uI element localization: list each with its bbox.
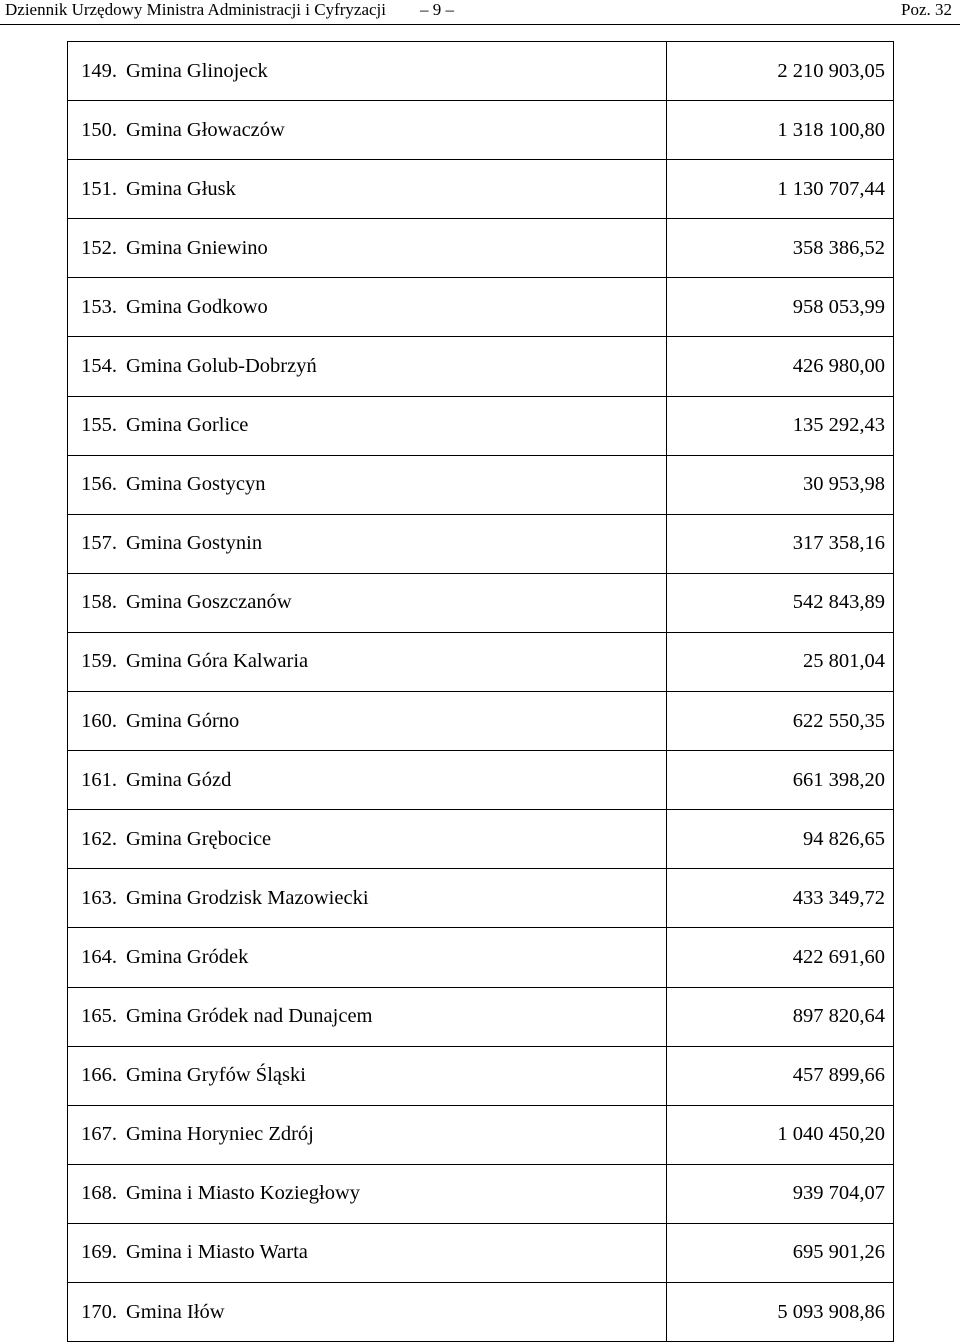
allocation-table (67, 41, 894, 1342)
amount-value: 2 210 903,05 (667, 42, 894, 101)
amount-value: 5 093 908,86 (667, 1282, 894, 1341)
row-number: 155. (68, 396, 118, 455)
table-row (68, 219, 894, 278)
amount-value: 457 899,66 (667, 1046, 894, 1105)
municipality-name: Gmina Gniewino (117, 219, 667, 278)
row-number: 152. (68, 219, 118, 278)
municipality-name: Gmina Glinojeck (117, 42, 667, 101)
amount-value: 695 901,26 (667, 1223, 894, 1282)
table-row (68, 810, 894, 869)
row-number: 164. (68, 928, 118, 987)
table-row (68, 455, 894, 514)
amount-value: 25 801,04 (667, 632, 894, 691)
table-row (68, 1164, 894, 1223)
amount-value: 661 398,20 (667, 751, 894, 810)
amount-value: 939 704,07 (667, 1164, 894, 1223)
municipality-name: Gmina Iłów (117, 1282, 667, 1341)
row-number: 165. (68, 987, 118, 1046)
row-number: 169. (68, 1223, 118, 1282)
row-number: 160. (68, 692, 118, 751)
table-row (68, 1282, 894, 1341)
municipality-name: Gmina Góra Kalwaria (117, 632, 667, 691)
table-body (68, 42, 894, 1342)
row-number: 150. (68, 101, 118, 160)
table-row (68, 396, 894, 455)
amount-value: 358 386,52 (667, 219, 894, 278)
position-number: Poz. 32 (901, 0, 952, 19)
amount-value: 1 040 450,20 (667, 1105, 894, 1164)
row-number: 149. (68, 42, 118, 101)
amount-value: 1 130 707,44 (667, 160, 894, 219)
table-row (68, 514, 894, 573)
table-row (68, 1105, 894, 1164)
amount-value: 958 053,99 (667, 278, 894, 337)
municipality-name: Gmina Gryfów Śląski (117, 1046, 667, 1105)
row-number: 162. (68, 810, 118, 869)
municipality-name: Gmina Gorlice (117, 396, 667, 455)
row-number: 154. (68, 337, 118, 396)
row-number: 156. (68, 455, 118, 514)
municipality-name: Gmina Godkowo (117, 278, 667, 337)
table-row (68, 337, 894, 396)
table-row (68, 869, 894, 928)
municipality-name: Gmina Gózd (117, 751, 667, 810)
municipality-name: Gmina Głusk (117, 160, 667, 219)
amount-value: 135 292,43 (667, 396, 894, 455)
row-number: 151. (68, 160, 118, 219)
municipality-name: Gmina Golub-Dobrzyń (117, 337, 667, 396)
municipality-name: Gmina Górno (117, 692, 667, 751)
table-row (68, 692, 894, 751)
municipality-name: Gmina Gostynin (117, 514, 667, 573)
amount-value: 30 953,98 (667, 455, 894, 514)
row-number: 157. (68, 514, 118, 573)
municipality-name: Gmina Grodzisk Mazowiecki (117, 869, 667, 928)
amount-value: 422 691,60 (667, 928, 894, 987)
municipality-name: Gmina Gródek (117, 928, 667, 987)
publication-title: Dziennik Urzędowy Ministra Administracji i Cyfryzacji (5, 0, 386, 19)
row-number: 159. (68, 632, 118, 691)
page-header (0, 0, 960, 25)
table-row (68, 573, 894, 632)
municipality-name: Gmina i Miasto Koziegłowy (117, 1164, 667, 1223)
row-number: 153. (68, 278, 118, 337)
table-row (68, 987, 894, 1046)
amount-value: 897 820,64 (667, 987, 894, 1046)
amount-value: 1 318 100,80 (667, 101, 894, 160)
amount-value: 317 358,16 (667, 514, 894, 573)
municipality-name: Gmina Głowaczów (117, 101, 667, 160)
municipality-name: Gmina Horyniec Zdrój (117, 1105, 667, 1164)
table-row (68, 278, 894, 337)
amount-value: 94 826,65 (667, 810, 894, 869)
table-row (68, 101, 894, 160)
municipality-name: Gmina Goszczanów (117, 573, 667, 632)
amount-value: 426 980,00 (667, 337, 894, 396)
municipality-name: Gmina Gostycyn (117, 455, 667, 514)
row-number: 167. (68, 1105, 118, 1164)
table-row (68, 928, 894, 987)
row-number: 170. (68, 1282, 118, 1341)
row-number: 158. (68, 573, 118, 632)
table-row (68, 160, 894, 219)
table-row (68, 1046, 894, 1105)
table-row (68, 751, 894, 810)
table-row (68, 632, 894, 691)
table-row (68, 42, 894, 101)
municipality-name: Gmina Gródek nad Dunajcem (117, 987, 667, 1046)
amount-value: 542 843,89 (667, 573, 894, 632)
municipality-name: Gmina i Miasto Warta (117, 1223, 667, 1282)
page-number: – 9 – (420, 0, 454, 19)
row-number: 168. (68, 1164, 118, 1223)
row-number: 161. (68, 751, 118, 810)
table-row (68, 1223, 894, 1282)
amount-value: 622 550,35 (667, 692, 894, 751)
municipality-name: Gmina Grębocice (117, 810, 667, 869)
row-number: 163. (68, 869, 118, 928)
amount-value: 433 349,72 (667, 869, 894, 928)
row-number: 166. (68, 1046, 118, 1105)
